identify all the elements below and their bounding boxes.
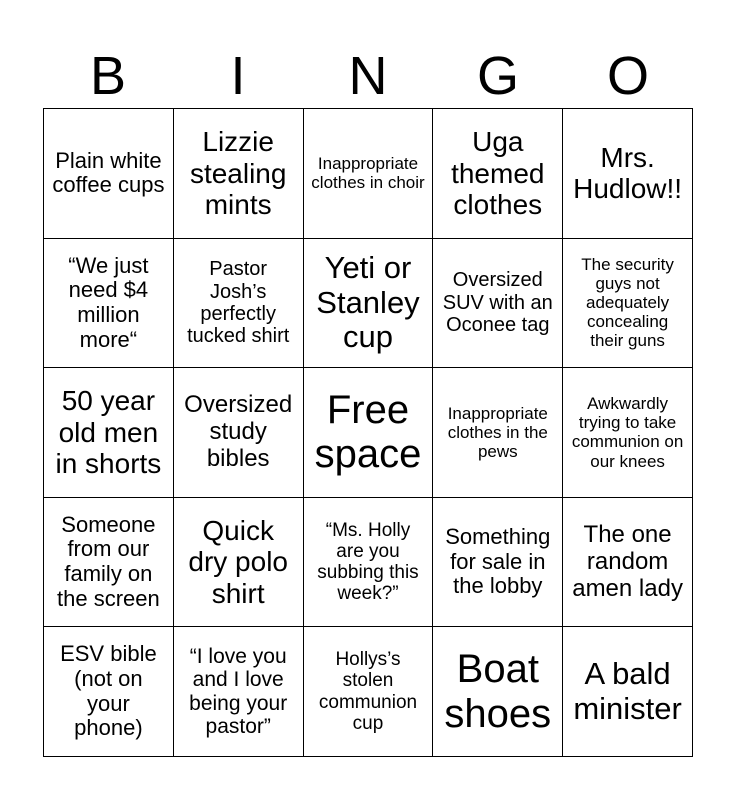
bingo-cell[interactable] [174,109,304,239]
bingo-cell[interactable] [433,498,563,628]
bingo-cell[interactable] [304,239,434,369]
bingo-cell[interactable] [44,498,174,628]
cell-text: Oversized SUV with an Oconee tag [442,269,553,337]
bingo-cell[interactable] [433,109,563,239]
cell-text: ESV bible (not on your phone) [60,641,157,741]
cell-text: Free space [314,387,422,477]
bingo-card-grid [43,108,693,757]
bingo-cell[interactable] [563,239,693,369]
cell-text: “Ms. Holly are you subbing this week?” [317,519,419,605]
bingo-cell[interactable] [563,368,693,498]
bingo-cell[interactable] [44,109,174,239]
bingo-cell[interactable] [304,498,434,628]
cell-text: Hollys’s stolen communion cup [318,649,418,734]
cell-text: Quick dry polo shirt [188,515,288,609]
cell-text: “We just need $4 million more“ [68,252,149,352]
bingo-cell-free-space[interactable] [304,368,434,498]
cell-text: Yeti or Stanley cup [316,249,420,355]
cell-text: Inappropriate clothes in choir [311,154,425,193]
cell-text: Something for sale in the lobby [445,524,551,599]
cell-text: Inappropriate clothes in the pews [447,403,548,461]
header-letter-g: G [476,46,519,106]
bingo-cell[interactable] [44,368,174,498]
cell-text: “I love you and I love being your pastor” [189,644,288,739]
header-letter-b: B [89,46,127,106]
bingo-cell[interactable] [174,239,304,369]
bingo-header [43,44,693,108]
header-letter-n: N [348,46,388,106]
cell-text: Pastor Josh’s perfectly tucked shirt [187,258,290,348]
cell-text: The security guys not adequately concealing their guns [581,255,674,351]
cell-text: 50 year old men in shorts [55,385,162,480]
bingo-cell[interactable] [433,627,563,757]
cell-text: Someone from our family on the screen [57,511,160,611]
cell-text: Oversized study bibles [184,391,293,472]
header-letter-o: O [606,46,649,106]
bingo-cell[interactable] [433,368,563,498]
cell-text: A bald minister [573,655,682,726]
cell-text: Boat shoes [444,646,552,736]
bingo-cell[interactable] [174,368,304,498]
cell-text: Lizzie stealing mints [189,126,287,220]
bingo-cell[interactable] [44,627,174,757]
header-letter-i: I [230,46,246,106]
cell-text: Plain white coffee cups [52,147,165,198]
cell-text: The one random amen lady [572,520,683,602]
bingo-cell[interactable] [174,498,304,628]
bingo-cell[interactable] [304,627,434,757]
cell-text: Mrs. Hudlow!! [573,141,683,205]
bingo-cell[interactable] [304,109,434,239]
bingo-cell[interactable] [174,627,304,757]
bingo-cell[interactable] [433,239,563,369]
bingo-cell[interactable] [563,498,693,628]
bingo-cell[interactable] [563,109,693,239]
bingo-cell[interactable] [44,239,174,369]
bingo-cell[interactable] [563,627,693,757]
cell-text: Uga themed clothes [451,126,545,220]
cell-text: Awkwardly trying to take communion on our knees [571,394,684,471]
